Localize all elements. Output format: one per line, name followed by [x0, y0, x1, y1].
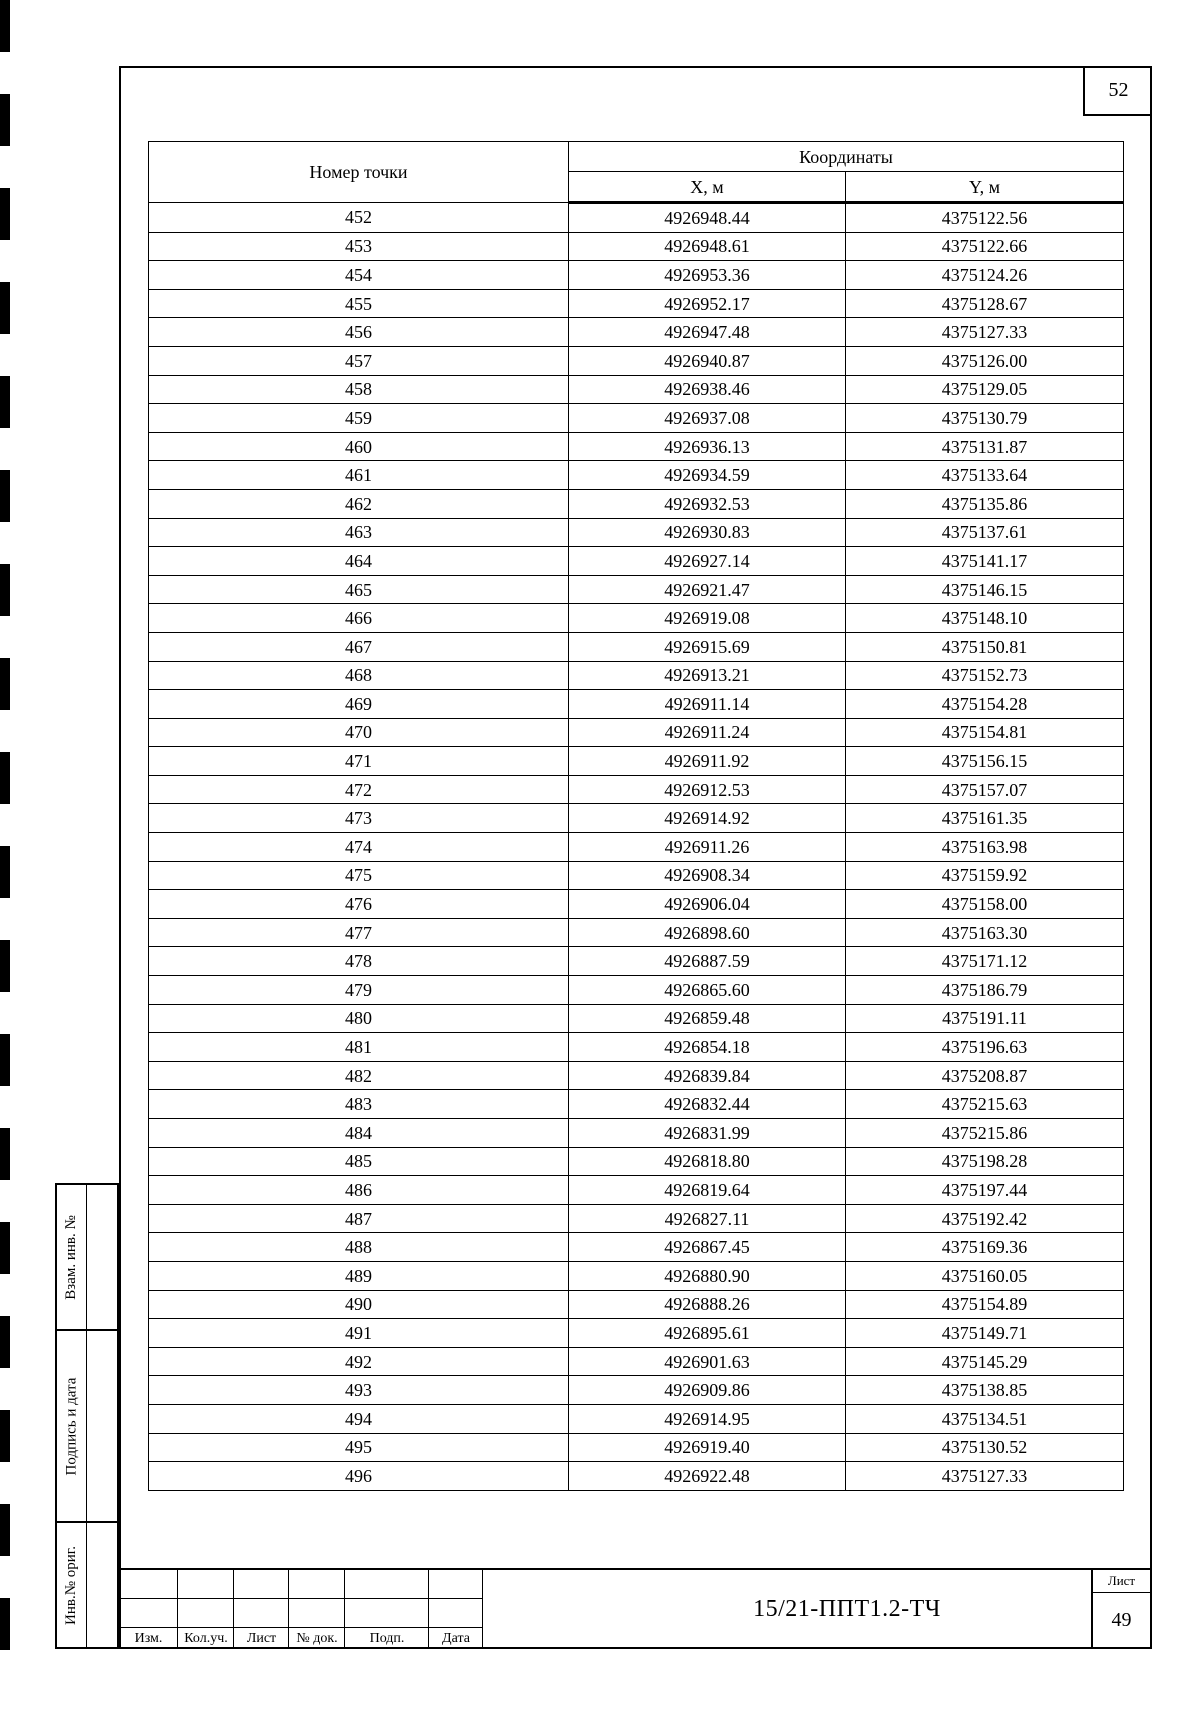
- x-cell: 4926901.63: [569, 1347, 846, 1376]
- table-row: [149, 890, 1124, 919]
- page-number-top: 52: [1083, 66, 1152, 116]
- binder-mark: [0, 564, 10, 616]
- y-cell: 4375186.79: [846, 976, 1124, 1005]
- x-cell: 4926922.48: [569, 1462, 846, 1491]
- table-row: [149, 1233, 1124, 1262]
- point-number-cell: 485: [149, 1147, 569, 1176]
- x-cell: 4926831.99: [569, 1119, 846, 1148]
- y-cell: 4375127.33: [846, 318, 1124, 347]
- point-number-cell: 467: [149, 632, 569, 661]
- point-number-cell: 476: [149, 890, 569, 919]
- x-cell: 4926819.64: [569, 1176, 846, 1205]
- y-cell: 4375154.89: [846, 1290, 1124, 1319]
- table-row: [149, 1204, 1124, 1233]
- y-cell: 4375163.30: [846, 918, 1124, 947]
- table-row: [149, 718, 1124, 747]
- point-number-cell: 493: [149, 1376, 569, 1405]
- binder-mark: [0, 1504, 10, 1556]
- point-number-cell: 459: [149, 404, 569, 433]
- title-block: [119, 1568, 1152, 1649]
- table-row: [149, 489, 1124, 518]
- y-cell: 4375128.67: [846, 289, 1124, 318]
- point-number-cell: 460: [149, 432, 569, 461]
- point-number-cell: 452: [149, 203, 569, 233]
- y-cell: 4375148.10: [846, 604, 1124, 633]
- x-cell: 4926880.90: [569, 1261, 846, 1290]
- x-cell: 4926867.45: [569, 1233, 846, 1262]
- table-row: [149, 1004, 1124, 1033]
- table-row: [149, 976, 1124, 1005]
- y-cell: 4375163.98: [846, 833, 1124, 862]
- table-row: [149, 690, 1124, 719]
- binder-mark: [0, 1222, 10, 1274]
- stamp-header-podp: Подп.: [369, 1631, 405, 1646]
- stamp-header-doc-no: № док.: [296, 1631, 338, 1646]
- point-number-cell: 466: [149, 604, 569, 633]
- x-cell: 4926895.61: [569, 1319, 846, 1348]
- binder-mark: [0, 94, 10, 146]
- y-cell: 4375146.15: [846, 575, 1124, 604]
- point-number-cell: 483: [149, 1090, 569, 1119]
- y-cell: 4375169.36: [846, 1233, 1124, 1262]
- point-number-cell: 478: [149, 947, 569, 976]
- side-label-podpis-data: Подпись и дата: [63, 1377, 80, 1475]
- x-cell: 4926919.40: [569, 1433, 846, 1462]
- point-number-cell: 491: [149, 1319, 569, 1348]
- binder-mark: [0, 1316, 10, 1368]
- header-coordinates: Координаты: [569, 142, 1124, 172]
- x-cell: 4926934.59: [569, 461, 846, 490]
- y-cell: 4375126.00: [846, 346, 1124, 375]
- binder-mark: [0, 1598, 10, 1650]
- point-number-cell: 489: [149, 1261, 569, 1290]
- x-cell: 4926952.17: [569, 289, 846, 318]
- coordinates-table: [148, 141, 1124, 1491]
- point-number-cell: 455: [149, 289, 569, 318]
- point-number-cell: 468: [149, 661, 569, 690]
- y-cell: 4375141.17: [846, 547, 1124, 576]
- x-cell: 4926909.86: [569, 1376, 846, 1405]
- y-cell: 4375158.00: [846, 890, 1124, 919]
- point-number-cell: 484: [149, 1119, 569, 1148]
- table-row: [149, 1147, 1124, 1176]
- x-cell: 4926854.18: [569, 1033, 846, 1062]
- x-cell: 4926914.95: [569, 1404, 846, 1433]
- y-cell: 4375191.11: [846, 1004, 1124, 1033]
- y-cell: 4375138.85: [846, 1376, 1124, 1405]
- table-row: [149, 947, 1124, 976]
- point-number-cell: 465: [149, 575, 569, 604]
- table-row: [149, 1033, 1124, 1062]
- x-cell: 4926915.69: [569, 632, 846, 661]
- table-row: [149, 1433, 1124, 1462]
- point-number-cell: 456: [149, 318, 569, 347]
- table-row: [149, 918, 1124, 947]
- point-number-cell: 473: [149, 804, 569, 833]
- table-row: [149, 1119, 1124, 1148]
- point-number-cell: 495: [149, 1433, 569, 1462]
- side-block-vzam: [55, 1183, 119, 1331]
- binder-mark: [0, 1410, 10, 1462]
- point-number-cell: 471: [149, 747, 569, 776]
- x-cell: 4926919.08: [569, 604, 846, 633]
- x-cell: 4926912.53: [569, 775, 846, 804]
- point-number-cell: 458: [149, 375, 569, 404]
- x-cell: 4926906.04: [569, 890, 846, 919]
- y-cell: 4375157.07: [846, 775, 1124, 804]
- table-row: [149, 661, 1124, 690]
- y-cell: 4375130.79: [846, 404, 1124, 433]
- table-row: [149, 747, 1124, 776]
- point-number-cell: 453: [149, 232, 569, 261]
- x-cell: 4926940.87: [569, 346, 846, 375]
- point-number-cell: 490: [149, 1290, 569, 1319]
- point-number-cell: 488: [149, 1233, 569, 1262]
- point-number-cell: 487: [149, 1204, 569, 1233]
- x-cell: 4926865.60: [569, 976, 846, 1005]
- x-cell: 4926859.48: [569, 1004, 846, 1033]
- table-row: [149, 261, 1124, 290]
- y-cell: 4375171.12: [846, 947, 1124, 976]
- x-cell: 4926930.83: [569, 518, 846, 547]
- y-cell: 4375124.26: [846, 261, 1124, 290]
- binder-mark: [0, 940, 10, 992]
- y-cell: 4375215.63: [846, 1090, 1124, 1119]
- x-cell: 4926921.47: [569, 575, 846, 604]
- binder-mark: [0, 376, 10, 428]
- y-cell: 4375131.87: [846, 432, 1124, 461]
- x-cell: 4926887.59: [569, 947, 846, 976]
- stamp-header-data: Дата: [442, 1631, 470, 1646]
- y-cell: 4375127.33: [846, 1462, 1124, 1491]
- binder-mark: [0, 1034, 10, 1086]
- table-row: [149, 632, 1124, 661]
- table-row: [149, 1462, 1124, 1491]
- table-row: [149, 461, 1124, 490]
- y-cell: 4375152.73: [846, 661, 1124, 690]
- y-cell: 4375134.51: [846, 1404, 1124, 1433]
- x-cell: 4926927.14: [569, 547, 846, 576]
- x-cell: 4926953.36: [569, 261, 846, 290]
- table-row: [149, 289, 1124, 318]
- y-cell: 4375145.29: [846, 1347, 1124, 1376]
- header-point-number: Номер точки: [149, 142, 569, 203]
- point-number-cell: 454: [149, 261, 569, 290]
- point-number-cell: 482: [149, 1061, 569, 1090]
- x-cell: 4926948.44: [569, 203, 846, 233]
- table-row: [149, 1261, 1124, 1290]
- point-number-cell: 462: [149, 489, 569, 518]
- table-row: [149, 518, 1124, 547]
- header-x: X, м: [569, 172, 846, 203]
- y-cell: 4375135.86: [846, 489, 1124, 518]
- binder-mark: [0, 658, 10, 710]
- x-cell: 4926898.60: [569, 918, 846, 947]
- table-row: [149, 1404, 1124, 1433]
- y-cell: 4375197.44: [846, 1176, 1124, 1205]
- x-cell: 4926827.11: [569, 1204, 846, 1233]
- y-cell: 4375192.42: [846, 1204, 1124, 1233]
- header-y: Y, м: [846, 172, 1124, 203]
- side-block-podpis: [55, 1329, 119, 1523]
- x-cell: 4926913.21: [569, 661, 846, 690]
- point-number-cell: 472: [149, 775, 569, 804]
- table-row: [149, 547, 1124, 576]
- table-row: [149, 1347, 1124, 1376]
- point-number-cell: 457: [149, 346, 569, 375]
- table-row: [149, 375, 1124, 404]
- y-cell: 4375149.71: [846, 1319, 1124, 1348]
- x-cell: 4926948.61: [569, 232, 846, 261]
- table-row: [149, 346, 1124, 375]
- point-number-cell: 480: [149, 1004, 569, 1033]
- point-number-cell: 464: [149, 547, 569, 576]
- table-row: [149, 604, 1124, 633]
- table-row: [149, 1319, 1124, 1348]
- sheet-label: Лист: [1093, 1570, 1150, 1593]
- x-cell: 4926911.92: [569, 747, 846, 776]
- table-row: [149, 1376, 1124, 1405]
- table-row: [149, 1061, 1124, 1090]
- y-cell: 4375154.81: [846, 718, 1124, 747]
- sheet-number: 49: [1111, 1609, 1132, 1631]
- y-cell: 4375160.05: [846, 1261, 1124, 1290]
- binder-mark: [0, 188, 10, 240]
- binder-mark: [0, 1128, 10, 1180]
- x-cell: 4926936.13: [569, 432, 846, 461]
- side-label-vzam-inv: Взам. инв. №: [63, 1214, 79, 1300]
- binder-mark: [0, 0, 10, 52]
- binder-mark: [0, 470, 10, 522]
- y-cell: 4375215.86: [846, 1119, 1124, 1148]
- table-body: [149, 203, 1124, 1491]
- y-cell: 4375130.52: [846, 1433, 1124, 1462]
- x-cell: 4926938.46: [569, 375, 846, 404]
- point-number-cell: 496: [149, 1462, 569, 1491]
- y-cell: 4375122.56: [846, 203, 1124, 233]
- x-cell: 4926911.14: [569, 690, 846, 719]
- binder-mark: [0, 282, 10, 334]
- binder-mark: [0, 752, 10, 804]
- x-cell: 4926908.34: [569, 861, 846, 890]
- x-cell: 4926832.44: [569, 1090, 846, 1119]
- table-row: [149, 432, 1124, 461]
- table-row: [149, 318, 1124, 347]
- stamp-header-list: Лист: [246, 1631, 277, 1646]
- point-number-cell: 461: [149, 461, 569, 490]
- x-cell: 4926818.80: [569, 1147, 846, 1176]
- x-cell: 4926947.48: [569, 318, 846, 347]
- point-number-cell: 474: [149, 833, 569, 862]
- table-row: [149, 833, 1124, 862]
- point-number-cell: 475: [149, 861, 569, 890]
- y-cell: 4375198.28: [846, 1147, 1124, 1176]
- y-cell: 4375159.92: [846, 861, 1124, 890]
- point-number-cell: 486: [149, 1176, 569, 1205]
- y-cell: 4375122.66: [846, 232, 1124, 261]
- stamp-header-izm: Изм.: [134, 1631, 163, 1646]
- table-row: [149, 775, 1124, 804]
- x-cell: 4926911.26: [569, 833, 846, 862]
- side-label-inv-orig: Инв.№ ориг.: [63, 1545, 79, 1625]
- table-row: [149, 1176, 1124, 1205]
- x-cell: 4926839.84: [569, 1061, 846, 1090]
- y-cell: 4375208.87: [846, 1061, 1124, 1090]
- stamp-header-kol-uch: Кол.уч.: [184, 1631, 228, 1646]
- y-cell: 4375156.15: [846, 747, 1124, 776]
- y-cell: 4375133.64: [846, 461, 1124, 490]
- y-cell: 4375154.28: [846, 690, 1124, 719]
- y-cell: 4375196.63: [846, 1033, 1124, 1062]
- x-cell: 4926888.26: [569, 1290, 846, 1319]
- x-cell: 4926914.92: [569, 804, 846, 833]
- table-row: [149, 232, 1124, 261]
- x-cell: 4926937.08: [569, 404, 846, 433]
- point-number-cell: 479: [149, 976, 569, 1005]
- table-row: [149, 1090, 1124, 1119]
- x-cell: 4926932.53: [569, 489, 846, 518]
- table-row: [149, 404, 1124, 433]
- table-row: [149, 1290, 1124, 1319]
- sheet-box: [1091, 1570, 1150, 1649]
- y-cell: 4375129.05: [846, 375, 1124, 404]
- table-row: [149, 861, 1124, 890]
- x-cell: 4926911.24: [569, 718, 846, 747]
- table-row: [149, 203, 1124, 233]
- y-cell: 4375150.81: [846, 632, 1124, 661]
- table-row: [149, 575, 1124, 604]
- document-code: 15/21-ППТ1.2-ТЧ: [753, 1596, 941, 1622]
- point-number-cell: 463: [149, 518, 569, 547]
- point-number-cell: 477: [149, 918, 569, 947]
- point-number-cell: 494: [149, 1404, 569, 1433]
- side-block-inv-orig: [55, 1521, 119, 1649]
- point-number-cell: 469: [149, 690, 569, 719]
- point-number-cell: 481: [149, 1033, 569, 1062]
- binder-mark: [0, 846, 10, 898]
- table-row: [149, 804, 1124, 833]
- point-number-cell: 492: [149, 1347, 569, 1376]
- point-number-cell: 470: [149, 718, 569, 747]
- y-cell: 4375161.35: [846, 804, 1124, 833]
- y-cell: 4375137.61: [846, 518, 1124, 547]
